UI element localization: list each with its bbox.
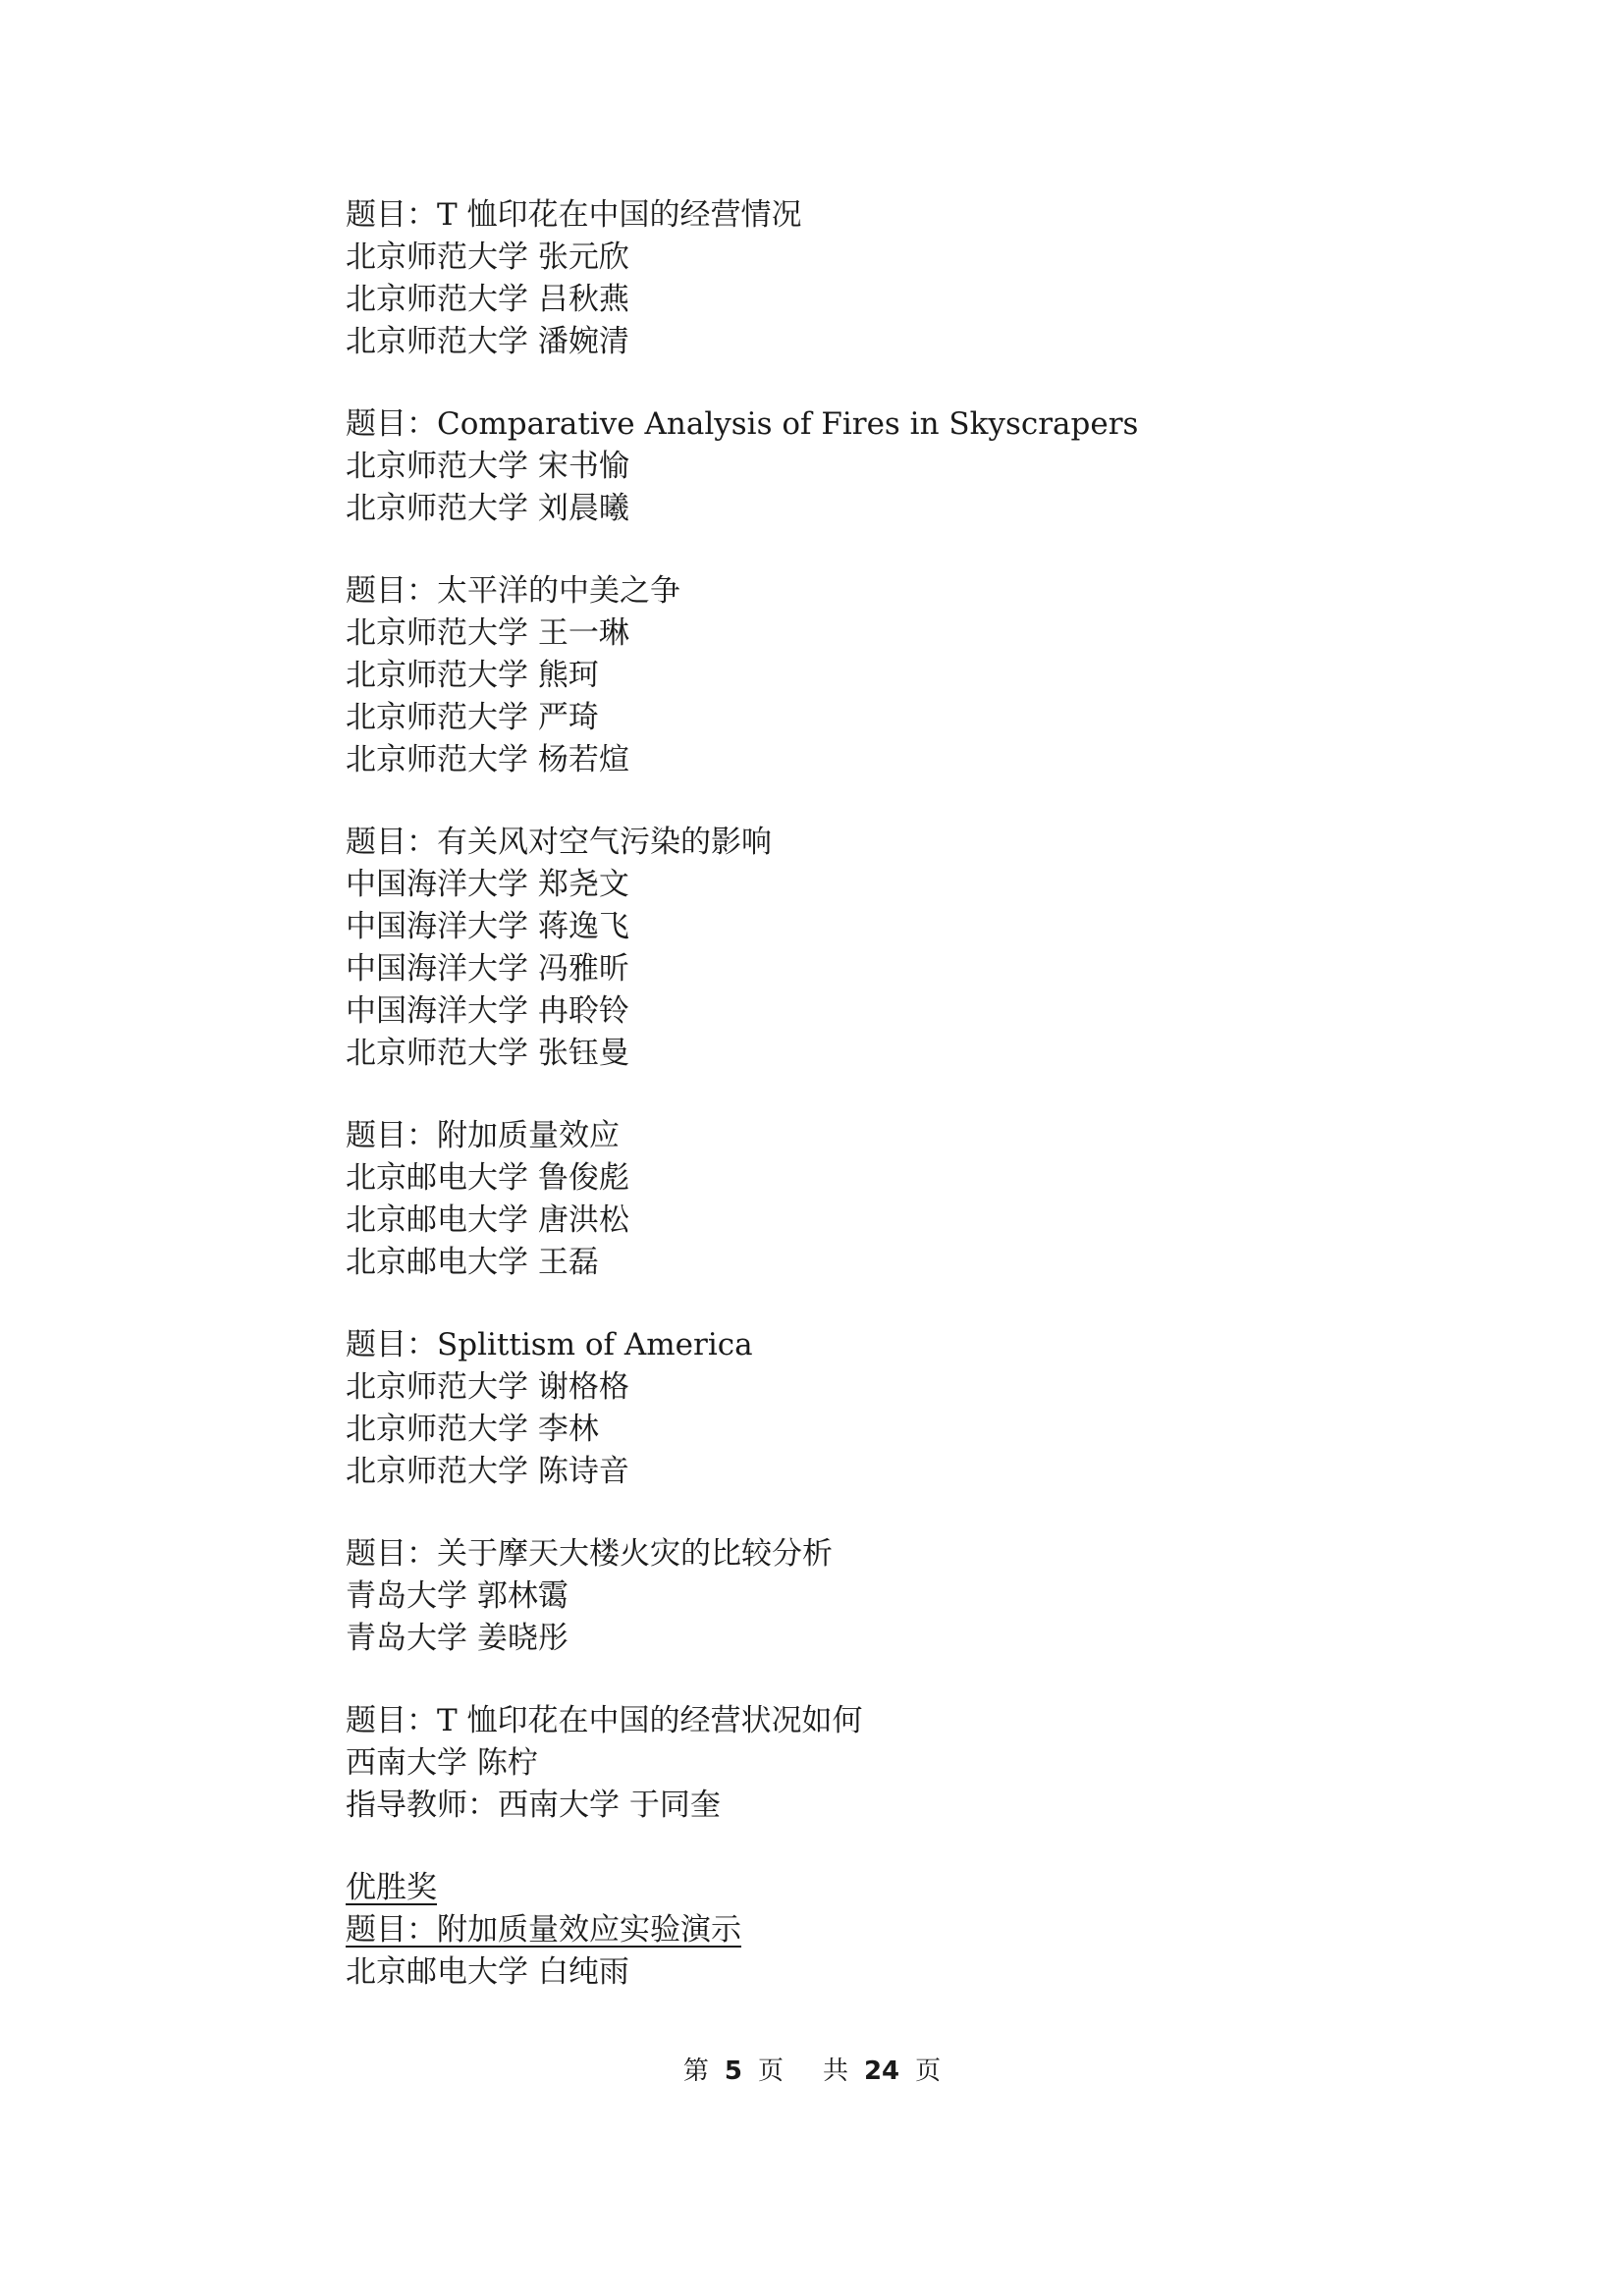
entry-member: 北京师范大学 王一琳: [346, 615, 629, 651]
entry-member: 中国海洋大学 郑尧文: [346, 867, 629, 902]
entry-member: 北京师范大学 李林: [346, 1412, 599, 1447]
entry-member: 北京师范大学 张元欣: [346, 240, 629, 275]
page-prefix: 第: [682, 2056, 709, 2086]
entry-member: 西南大学 陈柠: [346, 1745, 538, 1781]
page-number: 5: [724, 2056, 742, 2086]
award-entry-member: 北京邮电大学 白纯雨: [346, 1954, 629, 1990]
document-body: [346, 194, 1475, 1994]
entry-member: 北京师范大学 张钰曼: [346, 1036, 629, 1071]
entry-group: [346, 194, 1475, 363]
entry-member: 中国海洋大学 冉聆铃: [346, 993, 629, 1029]
entry-member: 北京邮电大学 唐洪松: [346, 1202, 629, 1238]
entry-member: 北京邮电大学 鲁俊彪: [346, 1160, 629, 1196]
total-suffix: 页: [915, 2056, 942, 2086]
entry-member: 北京师范大学 陈诗音: [346, 1454, 629, 1489]
entry-member: 北京师范大学 严琦: [346, 700, 599, 735]
entry-title: 题目：Splittism of America: [346, 1327, 753, 1362]
entry-member: 北京邮电大学 王磊: [346, 1245, 599, 1280]
entry-title: 题目：Comparative Analysis of Fires in Skyscrapers: [346, 406, 1139, 442]
page-footer: [0, 2054, 1624, 2089]
entry-member: 青岛大学 郭林霭: [346, 1578, 568, 1614]
entry-group: [346, 1324, 1475, 1493]
total-pages: 24: [863, 2056, 900, 2086]
entry-group: [346, 1533, 1475, 1660]
entry-title: 题目：附加质量效应: [346, 1118, 620, 1153]
entry-group: [346, 822, 1475, 1075]
award-heading: 优胜奖: [346, 1870, 437, 1905]
entry-title: 题目：T 恤印花在中国的经营情况: [346, 197, 802, 233]
entry-member: 北京师范大学 谢格格: [346, 1369, 629, 1405]
entry-member: 中国海洋大学 蒋逸飞: [346, 909, 629, 944]
award-section: [346, 1867, 1475, 1994]
entry-member: 北京师范大学 吕秋燕: [346, 282, 629, 317]
entry-member: 北京师范大学 潘婉清: [346, 324, 629, 359]
entry-group: [346, 1700, 1475, 1827]
award-entry-title: 题目：附加质量效应实验演示: [346, 1912, 741, 1948]
entry-advisor: 指导教师：西南大学 于同奎: [346, 1788, 721, 1823]
entry-group: [346, 1115, 1475, 1284]
entry-group: [346, 403, 1475, 530]
entry-member: 青岛大学 姜晓彤: [346, 1621, 568, 1656]
entry-member: 北京师范大学 熊珂: [346, 658, 599, 693]
entry-title: 题目：有关风对空气污染的影响: [346, 825, 772, 860]
entry-group: [346, 570, 1475, 781]
entry-member: 北京师范大学 杨若煊: [346, 742, 629, 777]
entry-member: 北京师范大学 宋书愉: [346, 449, 629, 484]
total-prefix: 共: [822, 2056, 848, 2086]
entry-title: 题目：太平洋的中美之争: [346, 573, 680, 609]
entry-title: 题目：关于摩天大楼火灾的比较分析: [346, 1536, 833, 1572]
entry-member: 中国海洋大学 冯雅昕: [346, 951, 629, 987]
page-suffix: 页: [757, 2056, 784, 2086]
entry-title: 题目：T 恤印花在中国的经营状况如何: [346, 1703, 863, 1738]
entry-member: 北京师范大学 刘晨曦: [346, 491, 629, 526]
